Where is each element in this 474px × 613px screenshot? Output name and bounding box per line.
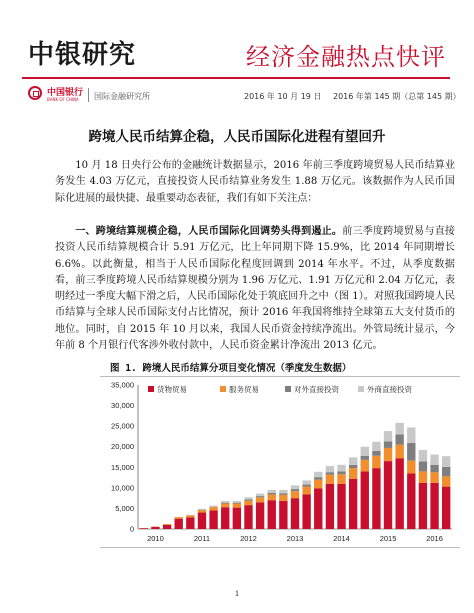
brand-logo-text: 中银研究 [28,40,137,70]
bar-segment [442,456,450,467]
y-tick-label: 5,000 [115,503,134,513]
bar-segment [430,472,438,483]
x-tick-label: 2015 [379,534,397,543]
bar-segment [256,497,264,502]
bar-segment [209,510,217,529]
article-title: 跨境人民币结算企稳，人民币国际化进程有望回升 [88,129,386,145]
bar-segment [279,495,287,501]
x-tick-label: 2011 [193,534,211,543]
paragraph-intro: 10 月 18 日央行公布的金融统计数据显示，2016 年前三季度跨境贸易人民币结算业务发生 4.03 万亿元，直接投资人民币结算业务发生 1.88 万亿元。该数据作为人民币国际化进展的最快捷、最重要动态表征，我们有如下关注点： [55,160,455,204]
legend-swatch [358,386,364,392]
bar-segment [384,441,392,448]
bar-segment [291,485,299,489]
y-tick-label: 10,000 [111,483,134,493]
bar-segment [384,461,392,529]
x-tick-label: 2016 [426,534,443,543]
y-tick-label: 30,000 [111,401,134,411]
legend-swatch [220,386,226,392]
bar-segment [407,473,415,529]
bar-segment [314,488,322,529]
stacked-bar-chart [100,377,460,547]
section-1-lead: 一、跨境结算规模企稳，人民币国际化回调势头得到遏止。 [75,226,343,237]
section-1-body: 前三季度跨境贸易与直接投资人民币结算规模合计 5.91 万亿元，比上年同期下降 15.9%，比 2014 年同期增长 6.6%。以此衡量，相当于人民币国际化程度回调到 2014 年水平。不过，从季度数据看，前三季度跨境人民币结算规模分别为 1.96 万亿元、1.91 万亿元和 2.04 万亿元，表明经过一季度大幅下滑之后，人民币国际化处于筑底回升之中（图 1）。对照我国跨境人民币结算与全球人民币国际支付占比情况，预计 2016 年我国将维持全球第五大支付货币的地位。同时，自 2015 年 10 月以来，我国人民币资金持续净流出。外管局统计显示，今年前 8 个月银行代客涉外收付款中，人民币资金累计净流出 2013 亿元。 [55,226,456,352]
bar-segment [407,461,415,474]
bar-segment [361,447,369,456]
bar-segment [407,443,415,461]
institute-name: 国际金融研究所 [94,92,150,101]
x-tick-label: 2010 [147,534,164,543]
bar-segment [395,434,403,444]
bar-segment [163,524,171,525]
bar-segment [268,494,276,500]
bar-segment [430,483,438,529]
bar-segment [175,519,183,529]
bar-segment [291,491,299,498]
legend-label: 货物贸易 [157,385,187,394]
bar-segment [268,490,276,493]
bar-segment [314,477,322,479]
bar-segment [268,500,276,529]
bar-segment [233,501,241,503]
legend-label: 服务贸易 [229,385,259,394]
bar-segment [419,483,427,529]
bar-segment [198,513,206,529]
bar-segment [314,472,322,477]
bar-segment [361,460,369,472]
report-series-title: 经济金融热点快评 [246,43,446,71]
bar-segment [302,494,310,529]
bar-segment [198,510,206,512]
bar-segment [372,456,380,468]
bar-segment [361,456,369,460]
paragraph-section-1 [55,224,455,354]
bar-segment [430,455,438,465]
bar-segment [279,501,287,529]
bar-segment [442,476,450,486]
x-tick-label: 2012 [240,534,257,543]
bar-segment [244,505,252,529]
bar-segment [233,503,241,504]
page-number: 1 [235,589,239,598]
bar-segment [419,462,427,472]
bar-segment [337,484,345,529]
figure-bottom-rule [100,547,460,548]
y-tick-label: 20,000 [111,442,134,452]
bar-segment [244,499,252,500]
bar-segment [442,487,450,529]
bar-segment [233,503,241,507]
bar-segment [302,480,310,484]
y-tick-label: 25,000 [111,421,134,431]
bar-segment [291,489,299,491]
bar-segment [372,442,380,451]
bar-segment [326,466,334,472]
bar-segment [186,517,194,529]
bar-segment [349,468,357,479]
bar-segment [302,485,310,487]
bar-segment [395,423,403,435]
bar-segment [314,480,322,489]
bar-segment [372,468,380,529]
bar-segment [163,525,171,529]
bar-segment [256,494,264,496]
x-tick-label: 2013 [286,534,304,543]
bar-segment [244,497,252,499]
bar-segment [407,427,415,443]
bar-segment [372,451,380,456]
bar-segment [221,501,229,503]
bar-segment [186,515,194,517]
bar-segment [349,457,357,464]
bar-segment [233,508,241,529]
report-date: 2016 年 10 月 19 日 [244,92,322,101]
bar-segment [326,472,334,474]
bar-segment [256,496,264,497]
bar-segment [221,507,229,529]
bar-segment [279,493,287,495]
bar-segment [384,448,392,461]
header-divider [88,88,89,102]
bar-segment [337,465,345,472]
bank-of-china-logo-icon [28,86,42,100]
bar-segment [384,431,392,441]
figure-title: 图 1. 跨境人民币结算分项目变化情况（季度发生数据） [110,363,352,374]
bar-segment [349,479,357,529]
bar-segment [337,474,345,483]
bar-segment [209,506,217,507]
bar-segment [151,527,159,529]
y-tick-label: 35,000 [111,380,134,390]
header-rule [22,77,450,79]
legend-label: 对外直接投资 [294,385,339,394]
bank-name-english: BANK OF CHINA [47,97,79,102]
bar-segment [326,484,334,529]
bar-segment [361,471,369,529]
legend-swatch [148,386,154,392]
bar-segment [198,509,206,510]
x-tick-label: 2014 [333,534,350,543]
bar-segment [302,487,310,495]
bar-segment [442,467,450,476]
y-tick-label: 0 [129,524,134,534]
bar-segment [221,503,229,504]
bar-segment [419,450,427,462]
y-tick-label: 15,000 [111,462,134,472]
bar-segment [291,498,299,529]
bar-segment [140,528,148,529]
legend-swatch [285,386,291,392]
bar-segment [337,471,345,474]
bar-segment [395,458,403,529]
bar-segment [326,475,334,484]
bar-segment [268,493,276,495]
bar-segment [430,465,438,472]
legend-label: 外商直接投资 [367,385,412,394]
bar-segment [349,465,357,468]
report-issue: 2016 年第 145 期（总第 145 期） [333,92,461,101]
bar-segment [244,501,252,506]
bar-segment [221,503,229,507]
bar-segment [395,445,403,459]
bar-segment [209,507,217,510]
bar-segment [175,517,183,519]
bar-segment [419,471,427,483]
bar-segment [279,490,287,493]
bank-name: 中国银行 [47,88,84,98]
bar-segment [256,502,264,529]
